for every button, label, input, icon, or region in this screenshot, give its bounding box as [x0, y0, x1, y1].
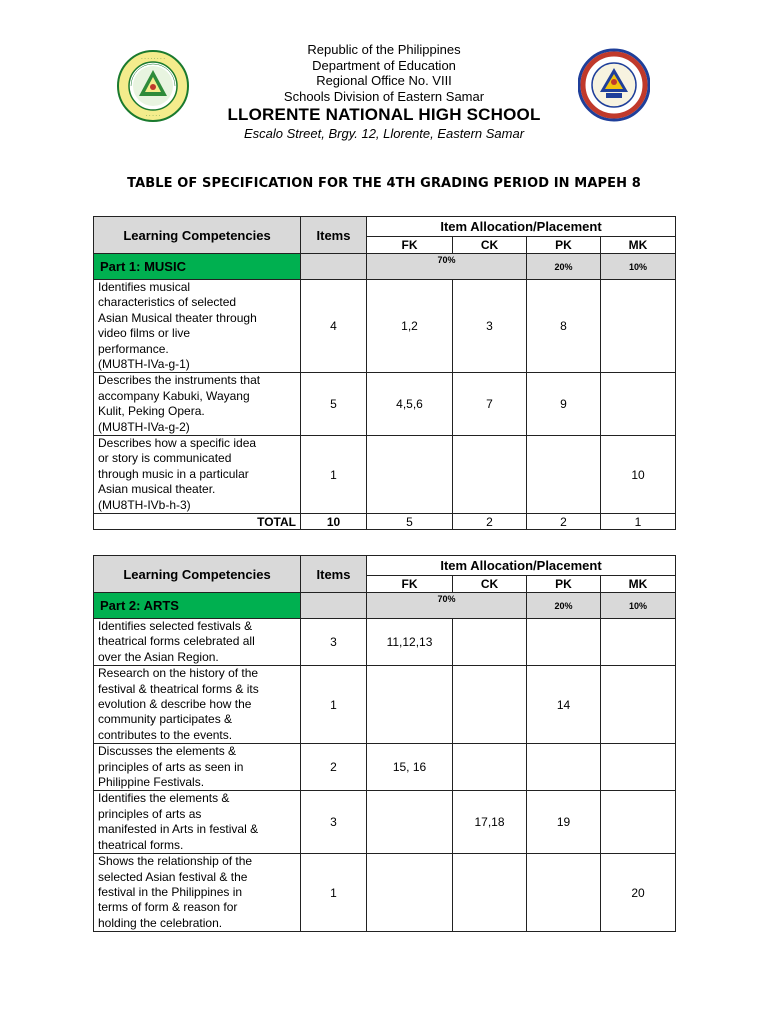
- competency-line: Research on the history of the: [98, 666, 259, 681]
- school-name: LLORENTE NATIONAL HIGH SCHOOL: [227, 105, 541, 124]
- competency-line: characteristics of selected: [98, 295, 237, 310]
- items-cell: 4: [301, 280, 367, 373]
- total-label: TOTAL: [94, 514, 301, 530]
- items-cell: 3: [301, 619, 367, 666]
- letterhead: [0, 42, 768, 142]
- pk-cell: [527, 619, 601, 666]
- total-ck: 2: [453, 514, 527, 530]
- ck-cell: 7: [453, 373, 527, 436]
- pk-header: PK: [527, 237, 601, 254]
- arts-specification-table: [93, 555, 676, 932]
- competency-line: contributes to the events.: [98, 727, 233, 742]
- pct-pk: 20%: [527, 254, 601, 280]
- total-mk: 1: [601, 514, 676, 530]
- competency-line: selected Asian festival & the: [98, 869, 248, 884]
- ck-cell: [453, 619, 527, 666]
- total-items: 10: [301, 514, 367, 530]
- mk-cell: [601, 744, 676, 791]
- competency-line: Asian musical theater.: [98, 482, 216, 497]
- svg-text:· · · · ·: · · · · ·: [145, 113, 161, 119]
- competency-line: principles of arts as: [98, 806, 202, 821]
- competency-line: holding the celebration.: [98, 915, 223, 930]
- competency-line: (MU8TH-IVa-g-1): [98, 357, 190, 372]
- competency-line: accompany Kabuki, Wayang: [98, 388, 250, 403]
- items-cell: 1: [301, 436, 367, 514]
- items-cell: [301, 593, 367, 619]
- items-cell: 1: [301, 854, 367, 932]
- pk-cell: 14: [527, 666, 601, 744]
- mk-cell: [601, 619, 676, 666]
- competency-line: community participates &: [98, 712, 233, 727]
- fk-cell: 11,12,13: [367, 619, 453, 666]
- items-header: Items: [301, 556, 367, 593]
- pct-mk: 10%: [601, 593, 676, 619]
- ck-cell: [453, 436, 527, 514]
- music-specification-table: [93, 216, 676, 530]
- ck-header: CK: [453, 237, 527, 254]
- pk-cell: [527, 854, 601, 932]
- pk-cell: [527, 744, 601, 791]
- total-fk: 5: [367, 514, 453, 530]
- pct-fk-ck: 70%: [367, 254, 527, 280]
- competency-line: festival & theatrical forms & its: [98, 681, 259, 696]
- fk-cell: 4,5,6: [367, 373, 453, 436]
- mk-cell: [601, 666, 676, 744]
- competency-line: Identifies the elements &: [98, 791, 230, 806]
- school-address: Escalo Street, Brgy. 12, Llorente, Eastern Samar: [243, 126, 525, 141]
- competency-line: festival in the Philippines in: [98, 884, 243, 899]
- competency-line: Kulit, Peking Opera.: [98, 404, 205, 419]
- competency-cell: [94, 373, 301, 436]
- competency-cell: [94, 791, 301, 854]
- competency-line: Describes how a specific idea: [98, 436, 257, 451]
- competency-line: Identifies musical: [98, 280, 191, 294]
- competency-line: terms of form & reason for: [98, 900, 238, 915]
- fk-cell: 15, 16: [367, 744, 453, 791]
- pk-cell: [527, 436, 601, 514]
- learning-competencies-header: Learning Competencies: [94, 217, 301, 254]
- competency-cell: [94, 436, 301, 514]
- header-line-deped: Department of Education: [312, 57, 456, 73]
- fk-cell: [367, 436, 453, 514]
- competency-line: performance.: [98, 341, 169, 356]
- items-cell: 1: [301, 666, 367, 744]
- pct-pk: 20%: [527, 593, 601, 619]
- items-header: Items: [301, 217, 367, 254]
- fk-cell: 1,2: [367, 280, 453, 373]
- learning-competencies-header: Learning Competencies: [94, 556, 301, 593]
- pk-header: PK: [527, 576, 601, 593]
- pk-cell: 8: [527, 280, 601, 373]
- competency-line: theatrical forms.: [98, 837, 184, 852]
- items-cell: 5: [301, 373, 367, 436]
- pct-mk: 10%: [601, 254, 676, 280]
- items-cell: 3: [301, 791, 367, 854]
- part-label: Part 1: MUSIC: [94, 254, 301, 280]
- mk-cell: [601, 791, 676, 854]
- item-allocation-header: Item Allocation/Placement: [367, 217, 676, 237]
- ck-header: CK: [453, 576, 527, 593]
- competency-line: manifested in Arts in festival &: [98, 822, 259, 837]
- ck-cell: [453, 666, 527, 744]
- pk-cell: 9: [527, 373, 601, 436]
- ck-cell: [453, 744, 527, 791]
- competency-cell: [94, 854, 301, 932]
- competency-line: video films or live: [98, 326, 191, 341]
- competency-line: Identifies selected festivals &: [98, 619, 253, 633]
- items-cell: [301, 254, 367, 280]
- competency-cell: [94, 280, 301, 373]
- competency-line: Shows the relationship of the: [98, 854, 253, 869]
- competency-line: Philippine Festivals.: [98, 775, 205, 790]
- ck-cell: 17,18: [453, 791, 527, 854]
- ck-cell: [453, 854, 527, 932]
- competency-cell: [94, 666, 301, 744]
- pct-fk-ck: 70%: [367, 593, 527, 619]
- total-pk: 2: [527, 514, 601, 530]
- fk-cell: [367, 854, 453, 932]
- mk-cell: [601, 373, 676, 436]
- header-line-region: Regional Office No. VIII: [316, 73, 452, 88]
- competency-line: theatrical forms celebrated all: [98, 634, 255, 649]
- competency-line: Describes the instruments that: [98, 373, 261, 388]
- item-allocation-header: Item Allocation/Placement: [367, 556, 676, 576]
- mk-cell: 10: [601, 436, 676, 514]
- competency-line: (MU8TH-IVa-g-2): [98, 419, 190, 434]
- competency-line: (MU8TH-IVb-h-3): [98, 497, 191, 512]
- competency-line: or story is communicated: [98, 451, 232, 466]
- pk-cell: 19: [527, 791, 601, 854]
- competency-line: over the Asian Region.: [98, 649, 219, 664]
- competency-cell: [94, 744, 301, 791]
- document-title: TABLE OF SPECIFICATION FOR THE 4TH GRADING PERIOD IN MAPEH 8: [127, 176, 641, 191]
- competency-cell: [94, 619, 301, 666]
- competency-line: Discusses the elements &: [98, 744, 237, 759]
- mk-header: MK: [601, 237, 676, 254]
- svg-text:· · · · · · · ·: · · · · · · · ·: [141, 56, 165, 62]
- competency-line: through music in a particular: [98, 466, 249, 481]
- competency-line: evolution & describe how the: [98, 697, 252, 712]
- fk-cell: [367, 791, 453, 854]
- mk-header: MK: [601, 576, 676, 593]
- ck-cell: 3: [453, 280, 527, 373]
- competency-line: principles of arts as seen in: [98, 759, 244, 774]
- header-line-republic: Republic of the Philippines: [307, 42, 461, 57]
- header-line-division: Schools Division of Eastern Samar: [283, 88, 485, 104]
- items-cell: 2: [301, 744, 367, 791]
- mk-cell: 20: [601, 854, 676, 932]
- competency-line: Asian Musical theater through: [98, 310, 257, 325]
- fk-header: FK: [367, 576, 453, 593]
- fk-header: FK: [367, 237, 453, 254]
- mk-cell: [601, 280, 676, 373]
- part-label: Part 2: ARTS: [94, 593, 301, 619]
- fk-cell: [367, 666, 453, 744]
